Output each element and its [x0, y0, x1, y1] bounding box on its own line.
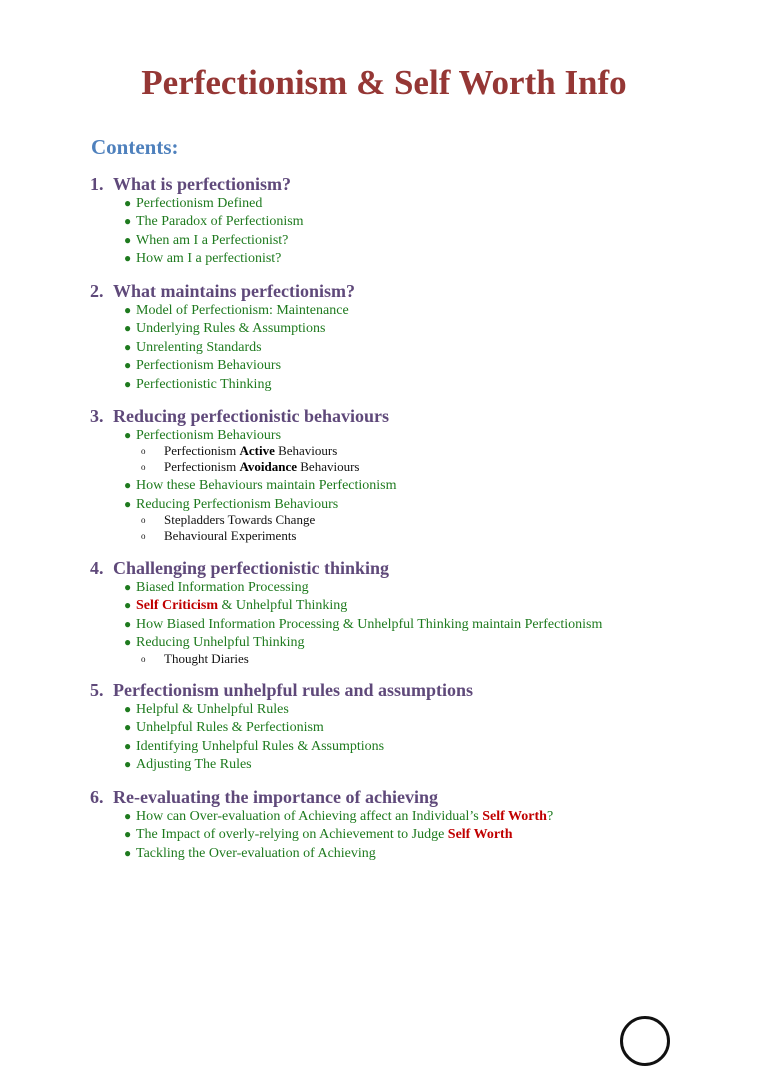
item-text: Behaviours [274, 443, 338, 459]
item-text: Perfectionism [164, 443, 240, 459]
section-heading [90, 405, 389, 427]
list-item [124, 338, 262, 357]
item-text: Perfectionism Behaviours [136, 358, 282, 374]
list-item [124, 807, 553, 826]
item-text: The Impact of overly-relying on Achievement to Judge [136, 827, 448, 843]
bullet-icon: ● [124, 809, 132, 823]
section-title: What maintains perfectionism? [113, 281, 355, 301]
list-item [124, 249, 281, 268]
list-item [124, 825, 513, 844]
bullet-icon: ● [124, 214, 132, 229]
section-heading [90, 786, 438, 808]
section-title: Re-evaluating the importance of achieving [113, 787, 438, 807]
list-item [124, 596, 347, 615]
item-text: Unhelpful Rules & Perfectionism [136, 720, 324, 736]
item-text: Thought Diaries [164, 650, 249, 666]
bullet-icon: ● [124, 496, 132, 511]
list-item [124, 718, 324, 737]
section-number: 4. [90, 558, 104, 578]
bullet-icon: ● [124, 376, 132, 391]
list-item [124, 476, 397, 495]
bullet-icon: ● [124, 251, 132, 266]
section-number: 1. [90, 174, 104, 194]
list-item [124, 375, 271, 394]
circle-bullet-icon: o [141, 515, 146, 526]
item-text: When am I a Perfectionist? [136, 232, 289, 248]
list-item [124, 301, 349, 320]
item-text: Helpful & Unhelpful Rules [136, 702, 289, 717]
bullet-icon: ● [124, 635, 132, 650]
section-title: Reducing perfectionistic behaviours [113, 406, 389, 426]
bullet-icon: ● [124, 720, 132, 735]
section-heading [90, 280, 355, 302]
section-title: Challenging perfectionistic thinking [113, 558, 390, 578]
list-item [124, 356, 281, 375]
sub-list-item [141, 651, 249, 668]
document-title: Perfectionism & Self Worth Info [141, 63, 627, 102]
list-item [124, 578, 309, 597]
bullet-icon: ● [124, 827, 132, 842]
item-text: Behavioural Experiments [164, 528, 297, 544]
item-text: Perfectionism Defined [136, 196, 263, 211]
sub-list-item [141, 528, 297, 545]
bullet-icon: ● [124, 478, 132, 493]
item-text: & Unhelpful Thinking [218, 598, 348, 614]
item-text: Reducing Perfectionism Behaviours [136, 496, 339, 512]
bullet-icon: ● [124, 757, 132, 772]
item-text: Perfectionism [164, 459, 240, 475]
bullet-icon: ● [124, 303, 132, 317]
circle-bullet-icon: o [141, 462, 146, 473]
list-item [124, 212, 304, 231]
item-text: Perfectionistic Thinking [136, 376, 272, 392]
bullet-icon: ● [124, 321, 132, 336]
item-text: Unrelenting Standards [136, 339, 262, 355]
item-text: Identifying Unhelpful Rules & Assumptions [136, 738, 385, 754]
bullet-icon: ● [124, 580, 132, 594]
list-item [124, 194, 262, 213]
bullet-icon: ● [124, 196, 132, 210]
section-heading [90, 557, 389, 579]
item-text: Adjusting The Rules [136, 757, 252, 773]
section-number: 5. [90, 680, 104, 700]
bullet-icon: ● [124, 616, 132, 631]
sub-list-item [141, 512, 315, 529]
bullet-icon: ● [124, 358, 132, 373]
list-item [124, 700, 289, 719]
item-text: Perfectionism Behaviours [136, 428, 282, 443]
item-text: How can Over-evaluation of Achieving affect an Individual’s [136, 809, 483, 824]
bullet-icon: ● [124, 339, 132, 354]
list-item [124, 633, 305, 652]
item-text: How Biased Information Processing & Unhelpful Thinking maintain Perfectionism [136, 616, 603, 632]
bullet-icon: ● [124, 738, 132, 753]
list-item [124, 615, 602, 634]
list-item [124, 426, 281, 445]
list-item [124, 755, 252, 774]
section-title: What is perfectionism? [113, 174, 291, 194]
sub-list-item [141, 443, 337, 460]
bold-text: Active [239, 443, 275, 459]
circle-bullet-icon: o [141, 653, 146, 664]
list-item [124, 231, 288, 250]
item-text: The Paradox of Perfectionism [136, 214, 304, 230]
bullet-icon: ● [124, 598, 132, 613]
list-item [124, 844, 376, 863]
section-heading [90, 679, 473, 701]
bold-text: Avoidance [239, 459, 298, 475]
contents-heading: Contents: [91, 135, 179, 159]
section-number: 2. [90, 281, 104, 301]
bullet-icon: ● [124, 232, 132, 247]
list-item [124, 319, 325, 338]
item-text: Behaviours [297, 459, 360, 475]
item-text: Underlying Rules & Assumptions [136, 321, 326, 337]
bullet-icon: ● [124, 702, 132, 716]
section-heading [90, 173, 291, 195]
list-item [124, 495, 338, 514]
item-text: Stepladders Towards Change [164, 512, 316, 528]
item-text: ? [546, 809, 554, 824]
item-text: Reducing Unhelpful Thinking [136, 635, 305, 651]
list-item [124, 737, 384, 756]
highlight-text: Self Worth [482, 809, 547, 824]
circle-bullet-icon: o [141, 446, 146, 457]
section-number: 3. [90, 406, 104, 426]
sub-list-item [141, 459, 359, 476]
bullet-icon: ● [124, 845, 132, 860]
section-number: 6. [90, 787, 104, 807]
bullet-icon: ● [124, 428, 132, 442]
item-text: How am I a perfectionist? [136, 251, 282, 267]
highlight-text: Self Worth [447, 827, 513, 843]
item-text: Tackling the Over-evaluation of Achieving [136, 845, 376, 861]
circle-bullet-icon: o [141, 531, 146, 542]
item-text: Model of Perfectionism: Maintenance [136, 303, 349, 318]
section-title: Perfectionism unhelpful rules and assumptions [113, 680, 474, 700]
item-text: How these Behaviours maintain Perfectionism [136, 478, 397, 494]
item-text: Biased Information Processing [136, 580, 309, 595]
highlight-text: Self Criticism [136, 598, 219, 614]
